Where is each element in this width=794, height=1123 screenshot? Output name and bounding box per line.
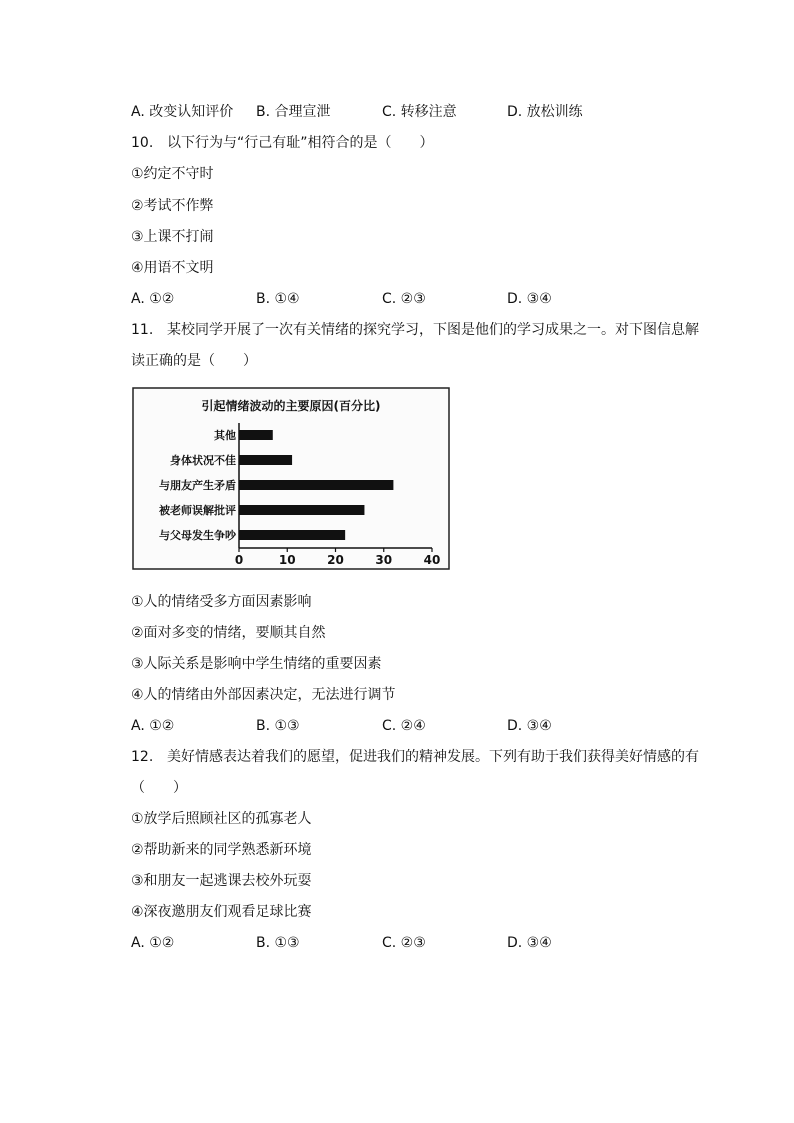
q12-stem-line-2: （ ）	[131, 780, 187, 796]
q11-statement-2: ②面对多变的情绪，要顺其自然	[131, 625, 326, 641]
chart-svg	[131, 385, 451, 571]
chart-bar	[239, 505, 364, 515]
q10-number: 10.	[131, 135, 154, 151]
q9-option-b[interactable]: B. 合理宣泄	[256, 104, 331, 120]
chart-category-label: 身体状况不佳	[170, 454, 236, 467]
chart-category-label: 与朋友产生矛盾	[159, 479, 236, 492]
q9-option-a[interactable]: A. 改变认知评价	[131, 104, 234, 120]
emotion-causes-chart	[131, 385, 451, 571]
q10-statement-3: ③上课不打闹	[131, 229, 214, 245]
chart-category-label: 被老师误解批评	[159, 504, 236, 517]
chart-bar	[239, 480, 393, 490]
q11-option-d[interactable]: D. ③④	[507, 718, 552, 734]
chart-tick-label: 10	[278, 553, 296, 567]
q11-option-a[interactable]: A. ①②	[131, 718, 175, 734]
q12-statement-3: ③和朋友一起逃课去校外玩耍	[131, 873, 312, 889]
q10-stem: 以下行为与“行己有耻”相符合的是（ ）	[167, 135, 434, 151]
q11-options	[131, 717, 731, 735]
q12-statement-4: ④深夜邀朋友们观看足球比赛	[131, 904, 312, 920]
q11-statement-4: ④人的情绪由外部因素决定，无法进行调节	[131, 687, 396, 703]
q10-option-d[interactable]: D. ③④	[507, 291, 552, 307]
q9-options	[131, 103, 731, 121]
chart-title: 引起情绪波动的主要原因(百分比)	[201, 399, 381, 413]
q12-option-d[interactable]: D. ③④	[507, 935, 552, 951]
chart-tick-label: 20	[327, 553, 344, 567]
chart-bar	[239, 430, 273, 440]
chart-category-label: 与父母发生争吵	[159, 529, 236, 542]
q10-statement-2: ②考试不作弊	[131, 198, 214, 214]
q9-option-c[interactable]: C. 转移注意	[382, 104, 457, 120]
q10-option-a[interactable]: A. ①②	[131, 291, 175, 307]
q12-stem-1: 美好情感表达着我们的愿望，促进我们的精神发展。下列有助于我们获得美好情感的有	[167, 749, 699, 765]
q12-options	[131, 934, 731, 952]
q11-number: 11.	[131, 322, 154, 338]
q12-statement-1: ①放学后照顾社区的孤寡老人	[131, 811, 312, 827]
q11-statement-1: ①人的情绪受多方面因素影响	[131, 594, 312, 610]
chart-bar	[239, 530, 345, 540]
q11-option-c[interactable]: C. ②④	[382, 718, 426, 734]
q12-option-b[interactable]: B. ①③	[256, 935, 300, 951]
chart-category-label: 其他	[214, 429, 236, 442]
q12-option-a[interactable]: A. ①②	[131, 935, 175, 951]
q10-stem-line	[131, 134, 434, 152]
chart-tick-label: 30	[375, 553, 393, 567]
q11-statement-3: ③人际关系是影响中学生情绪的重要因素	[131, 656, 382, 672]
q9-option-d[interactable]: D. 放松训练	[507, 104, 583, 120]
q12-statement-2: ②帮助新来的同学熟悉新环境	[131, 842, 312, 858]
q10-statement-4: ④用语不文明	[131, 260, 214, 276]
chart-bar	[239, 455, 292, 465]
chart-tick-label: 0	[234, 553, 244, 567]
q11-option-b[interactable]: B. ①③	[256, 718, 300, 734]
q12-stem-line-1	[131, 748, 699, 766]
q12-number: 12.	[131, 749, 154, 765]
q10-option-b[interactable]: B. ①④	[256, 291, 300, 307]
q11-stem-line-1	[131, 321, 699, 339]
q10-option-c[interactable]: C. ②③	[382, 291, 426, 307]
q10-options	[131, 290, 731, 308]
chart-tick-label: 40	[423, 553, 441, 567]
q11-stem-1: 某校同学开展了一次有关情绪的探究学习，下图是他们的学习成果之一。对下图信息解	[167, 322, 699, 338]
q10-statement-1: ①约定不守时	[131, 166, 214, 182]
q11-stem-line-2: 读正确的是（ ）	[131, 353, 257, 369]
q12-option-c[interactable]: C. ②③	[382, 935, 426, 951]
